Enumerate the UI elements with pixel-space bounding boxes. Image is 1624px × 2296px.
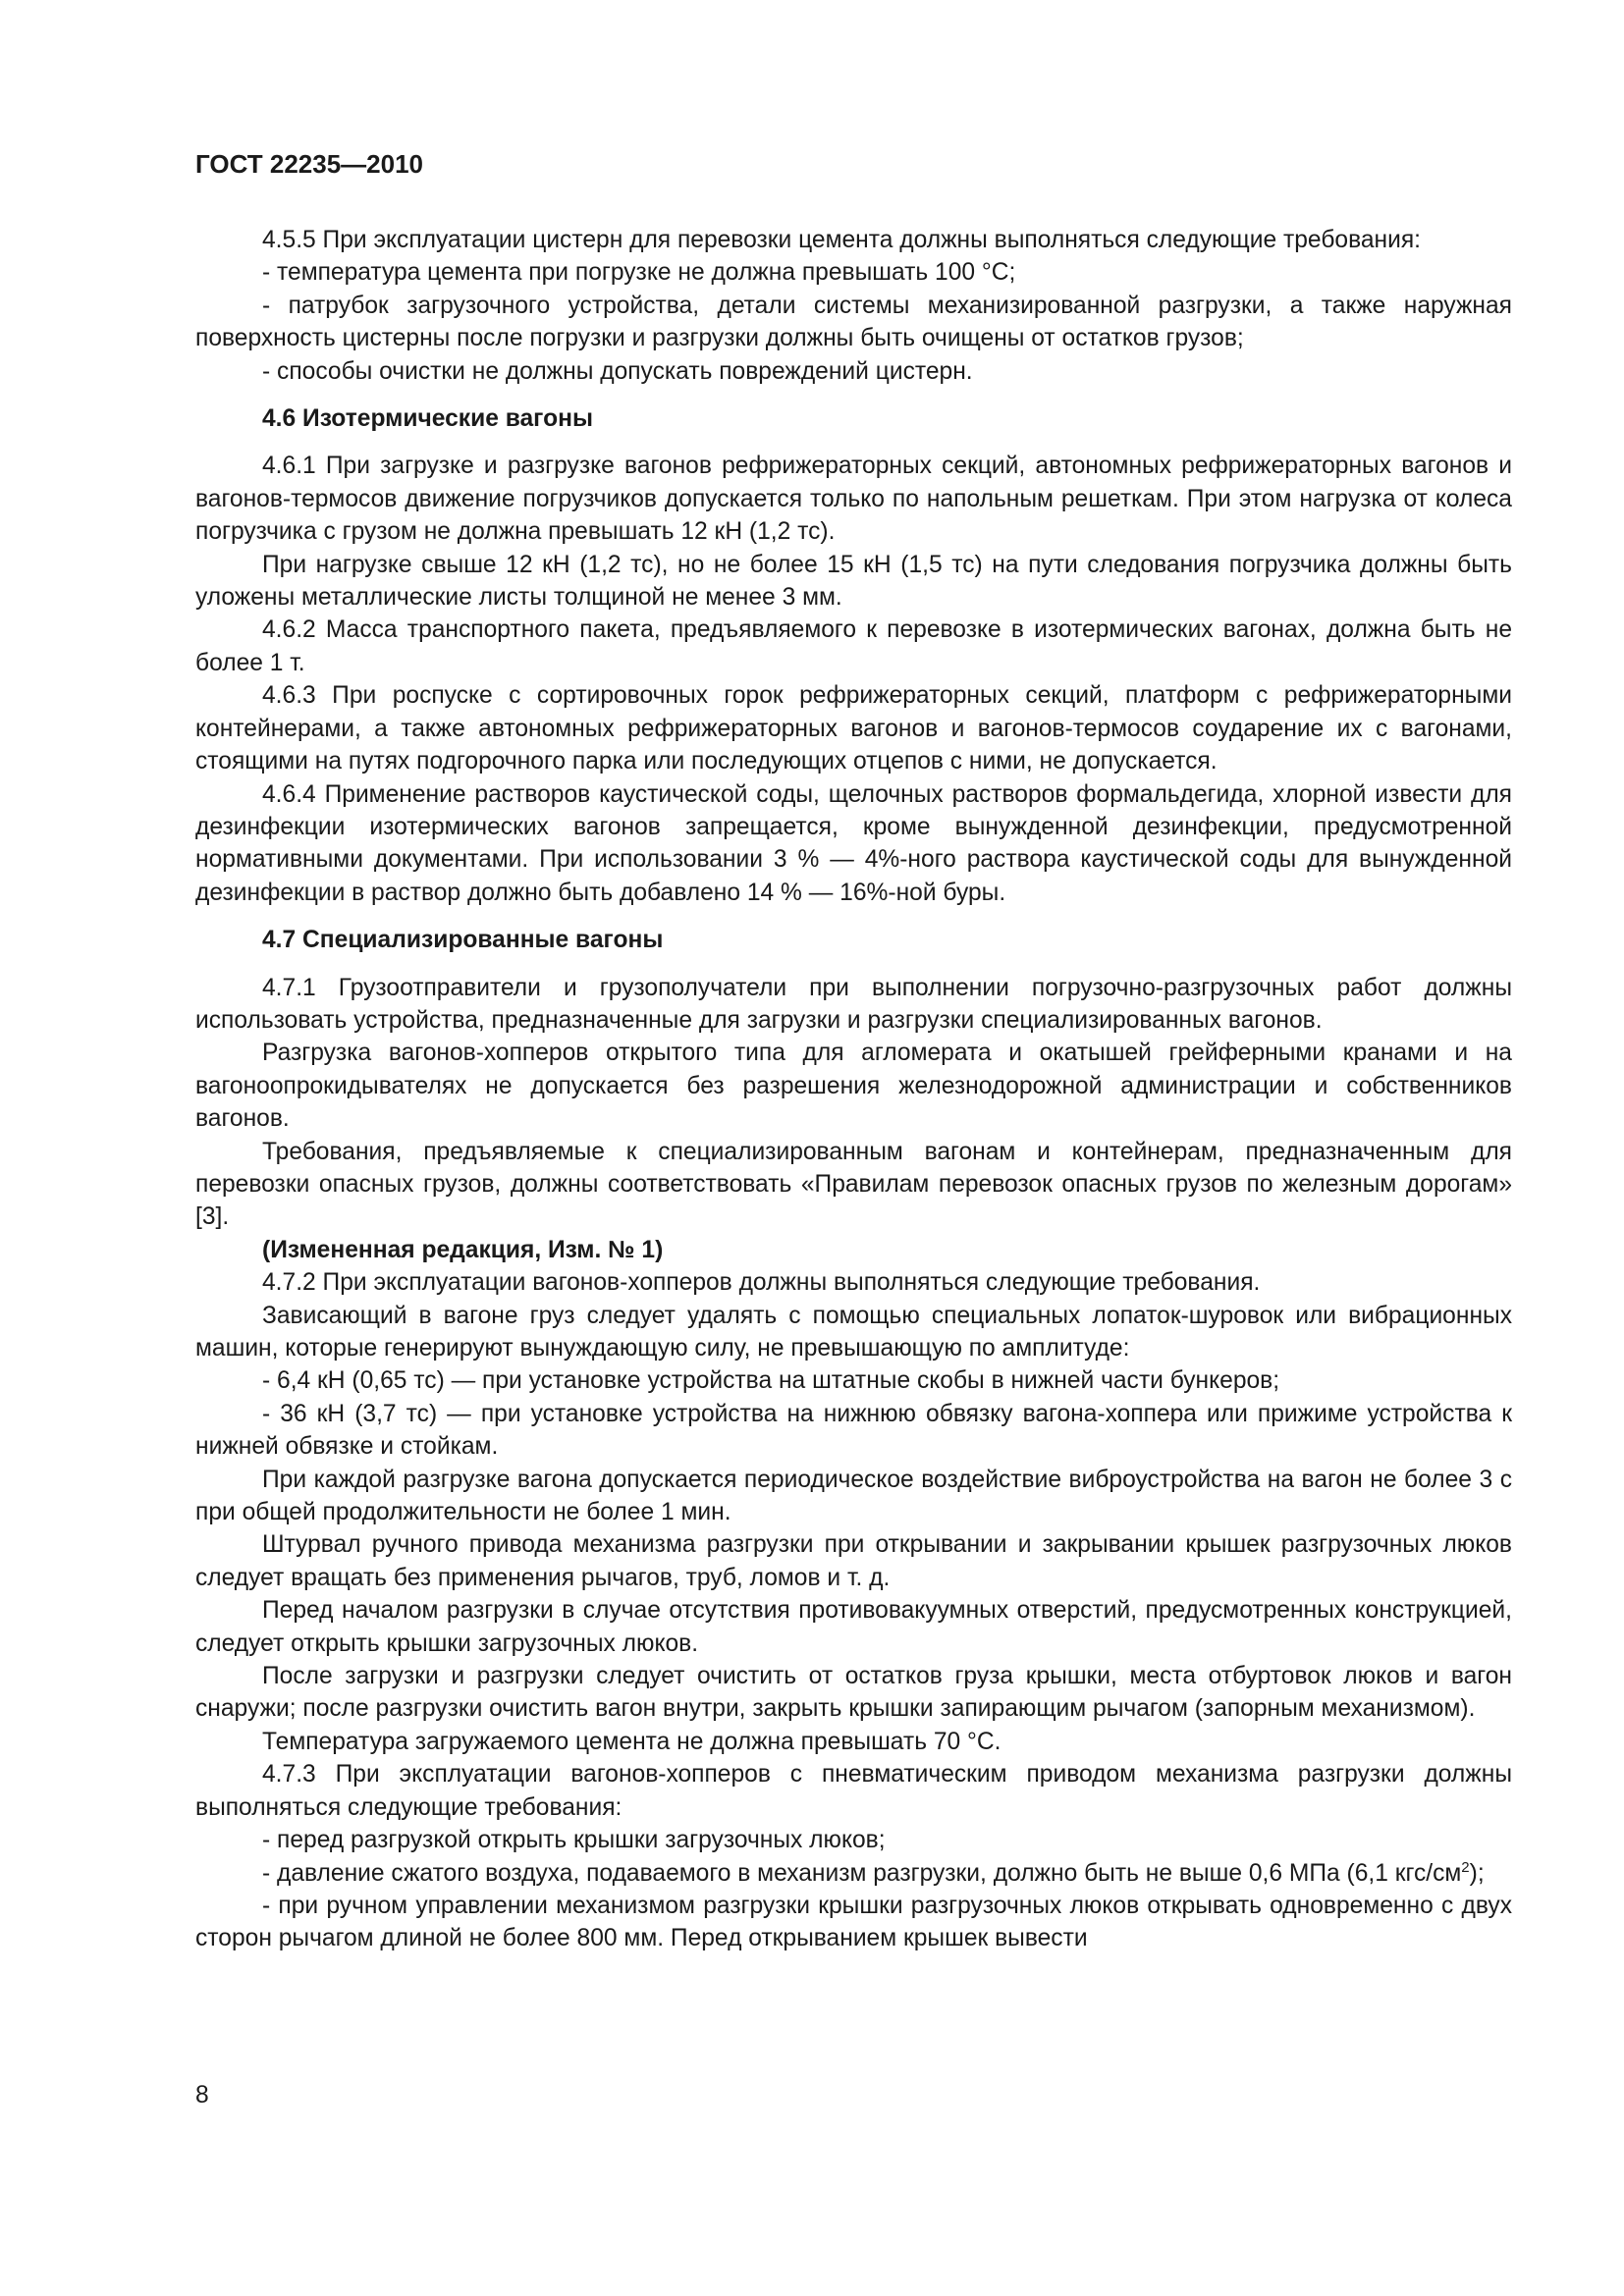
paragraph: Температура загружаемого цемента не должна превышать 70 °С. (262, 1728, 1001, 1755)
paragraph: Перед началом разгрузки в случае отсутствия противовакуумных отверстий, предусмотренных конструкцией, следует открыть крышки загрузочных люков. (195, 1597, 1512, 1657)
paragraph: Зависающий в вагоне груз следует удалять с помощью специальных лопаток-шуровок или вибрационных машин, которые генерируют вынуждающую силу, не превышающую по амплитуде: (195, 1302, 1512, 1362)
section-heading: 4.7 Специализированные вагоны (262, 927, 664, 954)
paragraph: 4.6.3 При роспуске с сортировочных горок рефрижераторных секций, платформ с рефрижераторными контейнерами, а также автономных рефрижераторных вагонов и вагонов-термосов соударение их с вагонами, стоящими на путях подгорочного парка или последующих отцепов с ними, не допускается. (195, 682, 1512, 775)
paragraph: - температура цемента при погрузке не должна превышать 100 °С; (262, 259, 1016, 287)
paragraph: 4.7.3 При эксплуатации вагонов-хопперов с пневматическим приводом механизма разгрузки должны выполняться следующие требования: (195, 1761, 1512, 1821)
paragraph: - при ручном управлении механизмом разгрузки крышки разгрузочных люков открывать одновременно с двух сторон рычагом длиной не более 800 мм. Перед открыванием крышек вывести (195, 1892, 1512, 1952)
document-page (195, 147, 1512, 1955)
paragraph: 4.7.2 При эксплуатации вагонов-хопперов должны выполняться следующие требования. (262, 1269, 1261, 1297)
paragraph: 4.6.1 При загрузке и разгрузке вагонов рефрижераторных секций, автономных рефрижераторных вагонов и вагонов-термосов движение погрузчиков допускается только по напольным решеткам. При этом нагрузка от колеса погрузчика с грузом не должна превышать 12 кН (1,2 тс). (195, 453, 1512, 546)
paragraph: При нагрузке свыше 12 кН (1,2 тс), но не более 15 кН (1,5 тс) на пути следования погрузчика должны быть уложены металлические листы толщиной не менее 3 мм. (195, 551, 1512, 612)
paragraph: Штурвал ручного привода механизма разгрузки при открывании и закрывании крышек разгрузочных люков следует вращать без применения рычагов, труб, ломов и т. д. (195, 1531, 1512, 1591)
paragraph: Требования, предъявляемые к специализированным вагонам и контейнерам, предназначенным для перевозки опасных грузов, должны соответствовать «Правилам перевозок опасных грузов по железным дорогам» [3]. (195, 1138, 1512, 1231)
paragraph: При каждой разгрузке вагона допускается периодическое воздействие виброустройства на вагон не более 3 с при общей продолжительности не более 1 мин. (195, 1466, 1512, 1526)
amendment-note: (Измененная редакция, Изм. № 1) (262, 1236, 664, 1263)
document-header: ГОСТ 22235—2010 (195, 149, 423, 179)
paragraph-text: - давление сжатого воздуха, подаваемого в механизм разгрузки, должно быть не выше 0,6 МПа (6,1 кгс/см (262, 1859, 1462, 1887)
paragraph: - 6,4 кН (0,65 тс) — при установке устройства на штатные скобы в нижней части бункеров; (262, 1367, 1280, 1395)
paragraph: 4.6.2 Масса транспортного пакета, предъявляемого к перевозке в изотермических вагонах, должна быть не более 1 т. (195, 616, 1512, 676)
paragraph (195, 1857, 1512, 1890)
paragraph-tail: ); (1469, 1859, 1485, 1887)
paragraph: - перед разгрузкой открыть крышки загрузочных люков; (262, 1827, 886, 1854)
document-body (195, 224, 1512, 1955)
paragraph: 4.6.4 Применение растворов каустической соды, щелочных растворов формальдегида, хлорной извести для дезинфекции изотермических вагонов запрещается, кроме вынужденной дезинфекции, предусмотренной нормативными документами. При использовании 3 % — 4%-ного раствора каустической соды для вынужденной дезинфекции в раствор должно быть добавлено 14 % — 16%-ной буры. (195, 780, 1512, 906)
page-number: 8 (195, 2082, 209, 2109)
paragraph: 4.7.1 Грузоотправители и грузополучатели при выполнении погрузочно-разгрузочных работ должны использовать устройства, предназначенные для загрузки и разгрузки специализированных вагонов. (195, 974, 1512, 1034)
section-heading: 4.6 Изотермические вагоны (262, 405, 593, 433)
paragraph: - патрубок загрузочного устройства, детали системы механизированной разгрузки, а также наружная поверхность цистерны после погрузки и разгрузки должны быть очищены от остатков грузов; (195, 292, 1512, 352)
paragraph: Разгрузка вагонов-хопперов открытого типа для агломерата и окатышей грейферными кранами и на вагоноопрокидывателях не допускается без разрешения железнодорожной администрации и собственников вагонов. (195, 1040, 1512, 1133)
superscript: 2 (1461, 1858, 1470, 1876)
paragraph: - способы очистки не должны допускать повреждений цистерн. (262, 357, 973, 385)
paragraph: 4.5.5 При эксплуатации цистерн для перевозки цемента должны выполняться следующие требования: (262, 227, 1422, 253)
paragraph: После загрузки и разгрузки следует очистить от остатков груза крышки, места отбуртовок люков и вагон снаружи; после разгрузки очистить вагон внутри, закрыть крышки запирающим рычагом (запорным механизмом). (195, 1663, 1512, 1723)
paragraph: - 36 кН (3,7 тс) — при установке устройства на нижнюю обвязку вагона-хоппера или прижиме устройства к нижней обвязке и стойкам. (195, 1400, 1512, 1461)
